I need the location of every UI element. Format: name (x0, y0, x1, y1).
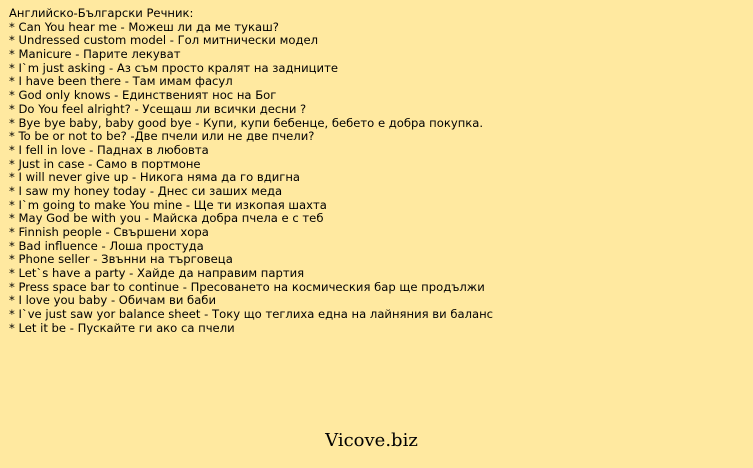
entry-line: * Manicure - Парите лекуват (9, 47, 181, 62)
entry-line: * Let it be - Пускайте ги ако са пчели (9, 320, 235, 335)
entry-line: * I saw my honey today - Днес си заших меда (9, 183, 283, 198)
entry-line: * I will never give up - Никога няма да го вдигна (9, 170, 301, 185)
entry-line: * Press space bar to continue - Пресоването на космическия бар ще продължи (9, 279, 485, 294)
entry-line: * I`m just asking - Аз съм просто кралят на задниците (9, 60, 338, 75)
entry-line: * To be or not to be? -Две пчели или не две пчели? (9, 129, 315, 144)
entry-line: * Do You feel alright? - Усещаш ли всички десни ? (9, 101, 307, 116)
entry-line: * I have been there - Там имам фасул (9, 74, 233, 89)
entry-line: * Let`s have a party - Хайде да направим партия (9, 266, 305, 281)
entry-line: * Phone seller - Звънни на търговеца (9, 252, 233, 267)
dictionary-text (9, 7, 749, 336)
entry-line: * May God be with you - Майска добра пчела е с теб (9, 211, 324, 226)
dictionary-title: Английско-Български Речник: (9, 6, 194, 20)
entry-line: * Just in case - Само в портмоне (9, 156, 201, 171)
entry-line: * God only knows - Единственият нос на Бог (9, 88, 277, 103)
entry-line: * Finnish people - Свършени хора (9, 225, 209, 239)
entry-line: * I`m going to make You mine - Ще ти изкопая шахта (9, 197, 327, 212)
entry-line: * Bad influence - Лоша простуда (9, 238, 204, 253)
site-watermark: Vicove.biz (325, 430, 418, 451)
entry-line: * I fell in love - Паднах в любовта (9, 142, 209, 157)
entry-line: * Can You hear me - Можеш ли да ме тукаш? (9, 19, 279, 34)
entry-line: * Undressed custom model - Гол митнически модел (9, 33, 319, 48)
entry-line: * Bye bye baby, baby good bye - Купи, купи бебенце, бебето е добра покупка. (9, 115, 484, 130)
entry-line: * I love you baby - Обичам ви баби (9, 293, 216, 308)
entry-line: * I`ve just saw yor balance sheet - Току що теглиха една на лайняния ви баланс (9, 307, 494, 322)
